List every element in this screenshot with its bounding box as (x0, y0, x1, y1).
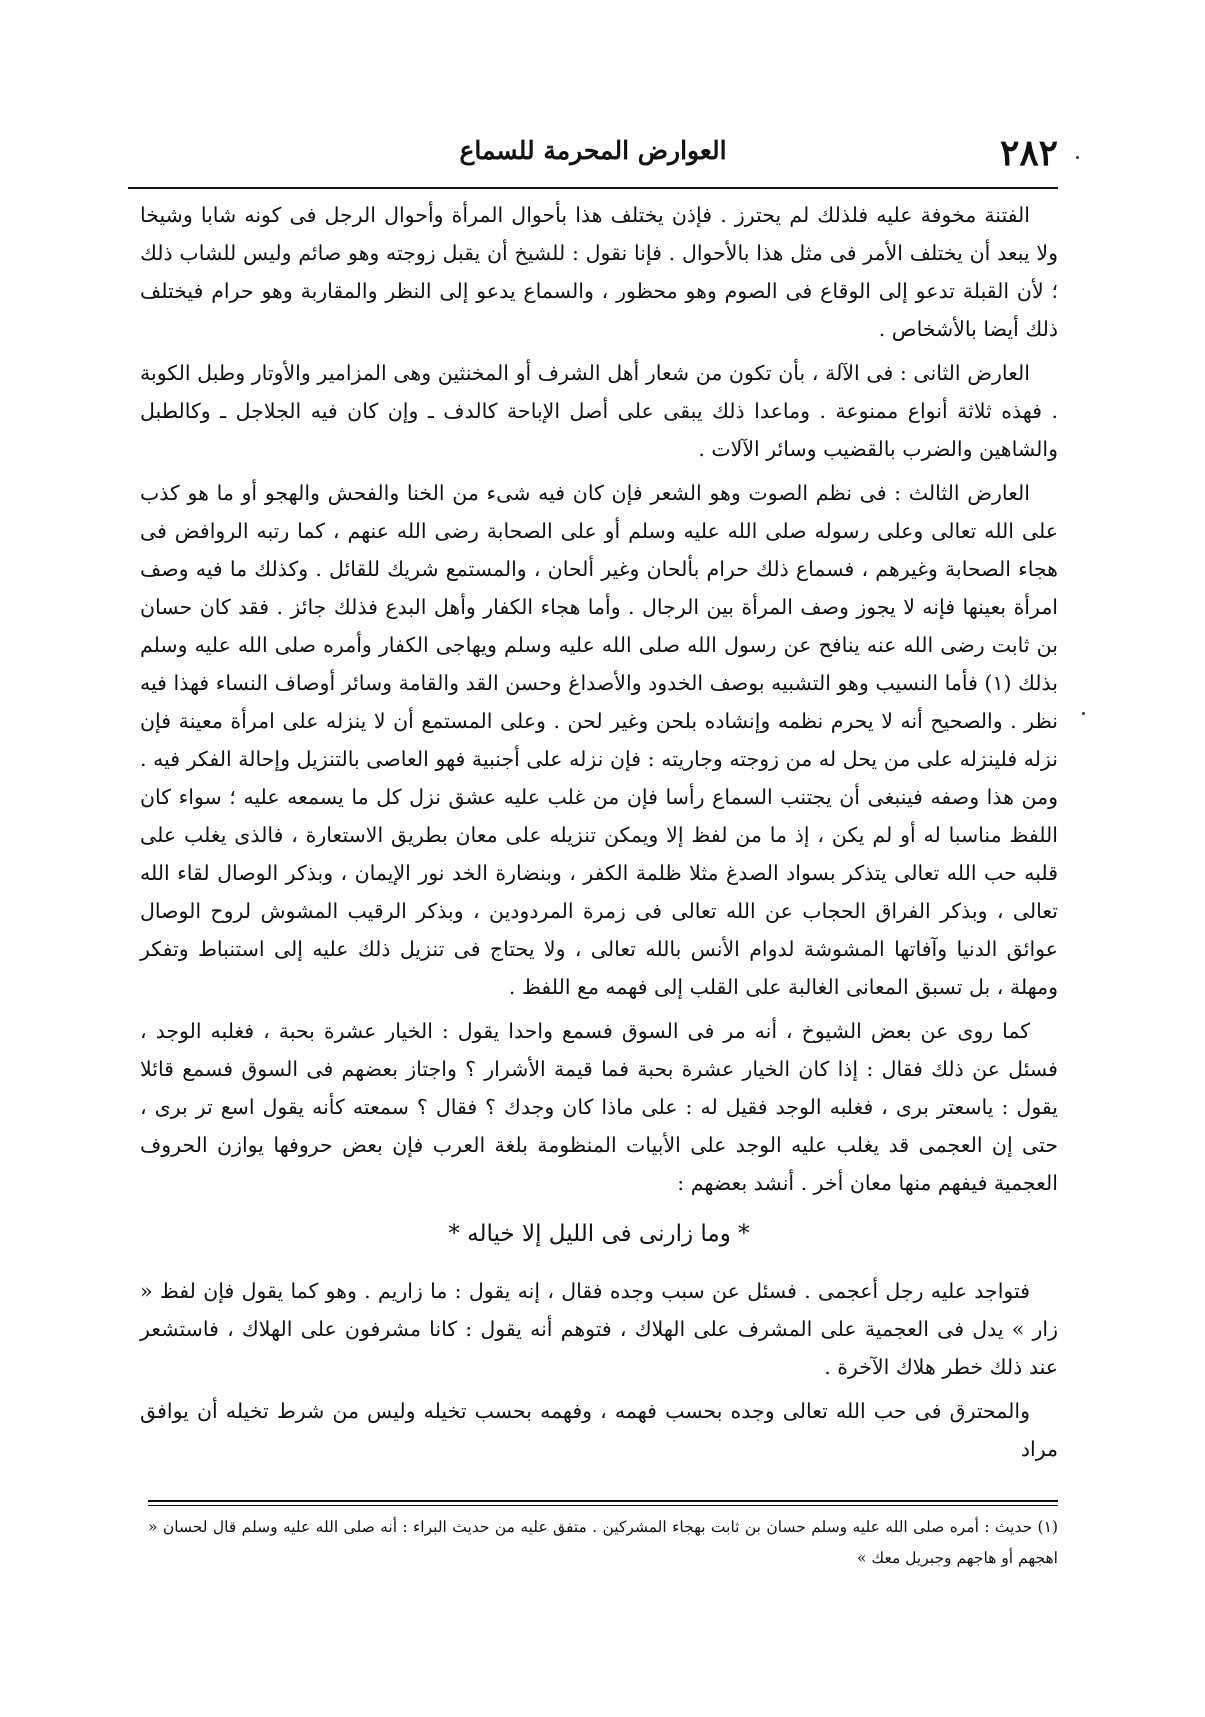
paragraph-continuation: الفتنة مخوفة عليه فلذلك لم يحترز . فإذن يختلف هذا بأحوال المرأة وأحوال الرجل فى كونه شابا وشيخا ولا يبعد أن يختلف الأمر فى مثل هذا بالأحوال . فإنا نقول : للشيخ أن يقبل زوجته وهو صائم وليس للشاب ذلك ؛ لأن القبلة تدعو إلى الوقاع فى الصوم وهو محظور ، والسماع يدعو إلى النظر والمقاربة وهو حرام فيختلف ذلك أيضا بالأشخاص . (140, 203, 1058, 341)
footnote-divider-thin (148, 1505, 1058, 1506)
footnote-divider (148, 1500, 1058, 1502)
page-number: ٢٨٢ (999, 132, 1058, 174)
paragraph-third-obstacle: العارض الثالث : فى نظم الصوت وهو الشعر فإن كان فيه شىء من الخنا والفحش والهجو أو ما هو كذب على الله تعالى وعلى رسوله صلى الله عليه وسلم أو على الصحابة رضى الله عنهم ، كما رتبه الروافض فى هجاء الصحابة وغيرهم ، فسماع ذلك حرام بألحان وغير ألحان ، والمستمع شريك للقائل . وكذلك ما فيه وصف امرأة بعينها فإنه لا يجوز وصف المرأة بين الرجال . وأما هجاء الكفار وأهل البدع فذلك جائز . فقد كان حسان بن ثابت رضى الله عنه ينافح عن رسول الله صلى الله عليه وسلم ويهاجى الكفار وأمره صلى الله عليه وسلم بذلك (١) فأما النسيب وهو التشبيه بوصف الخدود والأصداغ وحسن القد والقامة وسائر أوصاف النساء فهذا فيه نظر . والصحيح أنه لا يحرم نظمه وإنشاده بلحن وغير لحن . وعلى المستمع أن لا ينزله على امرأة معينة فإن نزله فلينزله على من يحل له من زوجته وجاريته : فإن نزله على أجنبية فهو العاصى بالتنزيل وإحالة الفكر فيه . ومن هذا وصفه فينبغى أن يجتنب السماع رأسا فإن من غلب عليه عشق نزل كل ما يسمعه عليه ؛ سواء كان اللفظ مناسبا له أو لم يكن ، إذ ما من لفظ إلا ويمكن تنزيله على معان بطريق الاستعارة ، فالذى يغلب على قلبه حب الله تعالى يتذكر بسواد الصدغ مثلا ظلمة الكفر ، وبنضارة الخد نور الإيمان ، وبذكر الوصال لقاء الله تعالى ، وبذكر الفراق الحجاب عن الله تعالى فى زمرة المردودين ، وبذكر الرقيب المشوش لروح الوصال عوائق الدنيا وآفاتها المشوشة لدوام الأنس بالله تعالى ، ولا يحتاج فى تنزيل ذلك عليه إلى استنباط وتفكر ومهلة ، بل تسبق المعانى الغالبة على القلب إلى فهمه مع اللفظ . (140, 481, 1058, 999)
paragraph-final: والمحترق فى حب الله تعالى وجده بحسب فهمه ، وفهمه بحسب تخيله وليس من شرط تخيله أن يوافق مراد (140, 1399, 1058, 1461)
verse-line: * وما زارنى فى الليل إلا خياله * (448, 1221, 750, 1247)
header-divider (128, 187, 1058, 189)
margin-mark (1076, 156, 1079, 159)
paragraph-anecdote: كما روى عن بعض الشيوخ ، أنه مر فى السوق فسمع واحدا يقول : الخيار عشرة بحبة ، فغلبه الوجد ، فسئل عن ذلك فقال : إذا كان الخيار عشرة بحبة فما قيمة الأشرار ؟ واجتاز بعضهم فى السوق فسمع قائلا يقول : ياسعتر برى ، فغلبه الوجد فقيل له : على ماذا كان وجدك ؟ فقال ؟ سمعته كأنه يقول اسع تر برى ، حتى إن العجمى قد يغلب عليه الوجد على الأبيات المنظومة بلغة العرب فإن بعض حروفها يوازن الحروف العجمية فيفهم منها معان أخر . أنشد بعضهم : (140, 1019, 1058, 1195)
page-header (128, 128, 1058, 184)
main-text (140, 196, 1058, 1474)
margin-mark (1082, 712, 1085, 715)
paragraph-after-verse: فتواجد عليه رجل أعجمى . فسئل عن سبب وجده فقال ، إنه يقول : ما زاريم . وهو كما يقول فإن لفظ « زار » يدل فى العجمية على المشرف على الهلاك ، فتوهم أنه يقول : كانا مشرفون على الهلاك ، فاستشعر عند ذلك خطر هلاك الآخرة . (140, 1279, 1058, 1379)
running-title: العوارض المحرمة للسماع (459, 136, 727, 165)
footnote: (١) حديث : أمره صلى الله عليه وسلم حسان بن ثابت بهجاء المشركين . متفق عليه من حديث البراء : أنه صلى الله عليه وسلم قال لحسان « اهجهم أو هاجهم وجبريل معك » (148, 1518, 1058, 1567)
paragraph-second-obstacle: العارض الثانى : فى الآلة ، بأن تكون من شعار أهل الشرف أو المخنثين وهى المزامير والأوتار وطبل الكوبة . فهذه ثلاثة أنواع ممنوعة . وماعدا ذلك يبقى على أصل الإباحة كالدف ـ وإن كان فيه الجلاجل ـ وكالطبل والشاهين والضرب بالقضيب وسائر الآلات . (140, 361, 1058, 461)
